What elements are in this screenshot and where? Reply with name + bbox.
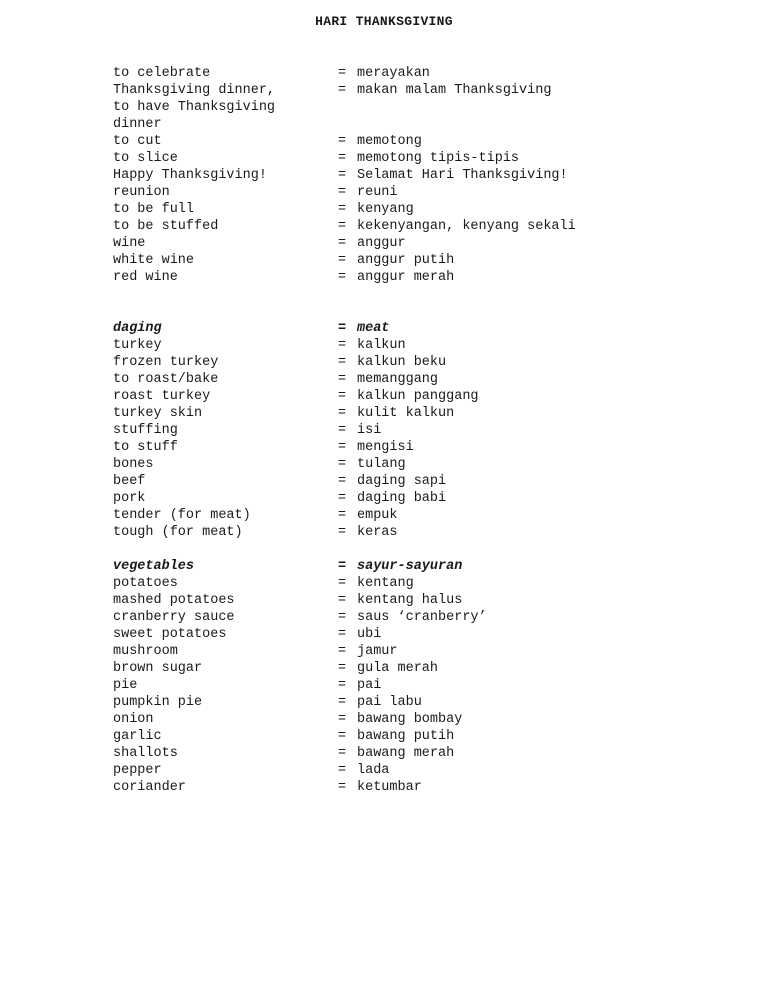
vocab-row <box>113 677 673 694</box>
vocab-term: onion <box>113 712 154 727</box>
vocab-translation: kenyang <box>357 202 414 217</box>
vocab-row <box>113 422 673 439</box>
vocab-row <box>113 694 673 711</box>
equals-sign: = <box>338 610 355 625</box>
vocab-term: to roast/bake <box>113 372 219 387</box>
equals-sign: = <box>338 746 355 761</box>
vocab-term: shallots <box>113 746 178 761</box>
vocab-term: potatoes <box>113 576 178 591</box>
vocab-row <box>113 150 673 167</box>
vocab-term: to stuff <box>113 440 178 455</box>
vocab-term: to celebrate <box>113 66 211 81</box>
equals-sign: = <box>338 355 355 370</box>
vocab-term: turkey skin <box>113 406 203 421</box>
vocab-translation: kulit kalkun <box>357 406 455 421</box>
vocab-row <box>113 184 673 201</box>
vocab-term: coriander <box>113 780 186 795</box>
equals-sign: = <box>338 440 355 455</box>
vocab-term: pepper <box>113 763 162 778</box>
equals-sign: = <box>338 406 355 421</box>
equals-sign: = <box>338 780 355 795</box>
vocab-translation: pai labu <box>357 695 422 710</box>
vocab-term: white wine <box>113 253 195 268</box>
vocab-term: stuffing <box>113 423 178 438</box>
vocab-term: sweet potatoes <box>113 627 227 642</box>
vocab-translation: pai <box>357 678 382 693</box>
vocab-translation: isi <box>357 423 382 438</box>
vocab-translation: saus ‘cranberry’ <box>357 610 487 625</box>
vocab-term: pork <box>113 491 146 506</box>
vocab-row <box>113 405 673 422</box>
section-general <box>113 65 673 286</box>
page-title: HARI THANKSGIVING <box>315 14 453 29</box>
vocab-row <box>113 218 673 235</box>
vocab-row <box>113 201 673 218</box>
vocab-row <box>113 626 673 643</box>
equals-sign: = <box>338 321 355 336</box>
vocab-term: brown sugar <box>113 661 203 676</box>
vocab-term: red wine <box>113 270 178 285</box>
equals-sign: = <box>338 525 355 540</box>
vocab-row <box>113 711 673 728</box>
vocab-row <box>113 473 673 490</box>
heading-term: vegetables <box>113 559 195 574</box>
vocab-row <box>113 575 673 592</box>
vocab-translation: memotong <box>357 134 422 149</box>
equals-sign: = <box>338 661 355 676</box>
vocab-row <box>113 388 673 405</box>
equals-sign: = <box>338 83 355 98</box>
vocab-translation: makan malam Thanksgiving <box>357 83 552 98</box>
vocab-row <box>113 371 673 388</box>
vocab-row <box>113 507 673 524</box>
equals-sign: = <box>338 66 355 81</box>
vocab-translation: daging babi <box>357 491 447 506</box>
vocab-row <box>113 439 673 456</box>
vocab-row <box>113 728 673 745</box>
section-heading-meat <box>113 320 673 337</box>
vocab-translation: kalkun panggang <box>357 389 479 404</box>
vocab-term: dinner <box>113 117 162 132</box>
vocab-row <box>113 745 673 762</box>
vocab-row <box>113 354 673 371</box>
equals-sign: = <box>338 695 355 710</box>
equals-sign: = <box>338 627 355 642</box>
vocab-translation: lada <box>357 763 390 778</box>
vocab-translation: daging sapi <box>357 474 447 489</box>
vocab-row <box>113 609 673 626</box>
equals-sign: = <box>338 423 355 438</box>
vocab-term: to slice <box>113 151 178 166</box>
heading-translation: meat <box>357 321 390 336</box>
equals-sign: = <box>338 576 355 591</box>
equals-sign: = <box>338 559 355 574</box>
vocab-term: turkey <box>113 338 162 353</box>
equals-sign: = <box>338 236 355 251</box>
vocab-row <box>113 65 673 82</box>
equals-sign: = <box>338 729 355 744</box>
vocabulary-list <box>113 65 673 796</box>
equals-sign: = <box>338 185 355 200</box>
equals-sign: = <box>338 491 355 506</box>
vocab-term: reunion <box>113 185 170 200</box>
vocab-term: pie <box>113 678 138 693</box>
vocab-row <box>113 337 673 354</box>
vocab-translation: memotong tipis-tipis <box>357 151 520 166</box>
vocab-term: tough (for meat) <box>113 525 243 540</box>
equals-sign: = <box>338 270 355 285</box>
vocab-row <box>113 116 673 133</box>
section-spacer <box>113 286 673 320</box>
equals-sign: = <box>338 202 355 217</box>
vocab-term: to be full <box>113 202 195 217</box>
equals-sign: = <box>338 763 355 778</box>
vocab-translation: tulang <box>357 457 406 472</box>
vocab-row <box>113 252 673 269</box>
vocab-row <box>113 762 673 779</box>
vocab-row <box>113 167 673 184</box>
vocab-term: bones <box>113 457 154 472</box>
vocab-term: mushroom <box>113 644 178 659</box>
equals-sign: = <box>338 219 355 234</box>
equals-sign: = <box>338 134 355 149</box>
vocab-row <box>113 269 673 286</box>
vocab-term: to cut <box>113 134 162 149</box>
equals-sign: = <box>338 457 355 472</box>
vocab-translation: gula merah <box>357 661 439 676</box>
equals-sign <box>338 116 357 133</box>
vocab-term: tender (for meat) <box>113 508 251 523</box>
equals-sign: = <box>338 253 355 268</box>
equals-sign: = <box>338 712 355 727</box>
vocab-translation: empuk <box>357 508 398 523</box>
section-spacer <box>113 541 673 558</box>
equals-sign: = <box>338 168 355 183</box>
vocab-term: wine <box>113 236 146 251</box>
vocab-term: Happy Thanksgiving! <box>113 168 267 183</box>
vocab-translation: merayakan <box>357 66 430 81</box>
vocab-term: pumpkin pie <box>113 695 203 710</box>
vocab-translation: memanggang <box>357 372 439 387</box>
heading-translation: sayur-sayuran <box>357 559 463 574</box>
equals-sign: = <box>338 151 355 166</box>
vocab-translation: keras <box>357 525 398 540</box>
equals-sign: = <box>338 508 355 523</box>
vocab-translation: kalkun <box>357 338 406 353</box>
vocab-translation: anggur putih <box>357 253 455 268</box>
vocab-translation: mengisi <box>357 440 414 455</box>
vocab-term: garlic <box>113 729 162 744</box>
vocab-translation: anggur <box>357 236 406 251</box>
vocab-translation: reuni <box>357 185 398 200</box>
equals-sign: = <box>338 389 355 404</box>
vocab-row <box>113 133 673 150</box>
vocab-translation: anggur merah <box>357 270 455 285</box>
vocab-row <box>113 592 673 609</box>
vocab-translation: ubi <box>357 627 382 642</box>
vocab-row <box>113 524 673 541</box>
section-heading-vegetables <box>113 558 673 575</box>
vocab-translation: jamur <box>357 644 398 659</box>
vocab-translation: Selamat Hari Thanksgiving! <box>357 168 568 183</box>
vocab-row <box>113 779 673 796</box>
vocab-term: roast turkey <box>113 389 211 404</box>
vocab-row <box>113 99 673 116</box>
vocab-term: to have Thanksgiving <box>113 100 276 115</box>
equals-sign: = <box>338 474 355 489</box>
vocab-row <box>113 643 673 660</box>
equals-sign: = <box>338 678 355 693</box>
vocab-row <box>113 490 673 507</box>
equals-sign: = <box>338 644 355 659</box>
vocab-row <box>113 235 673 252</box>
vocab-term: mashed potatoes <box>113 593 235 608</box>
vocab-translation: kekenyangan, kenyang sekali <box>357 219 576 234</box>
vocab-term: to be stuffed <box>113 219 219 234</box>
vocab-row <box>113 660 673 677</box>
vocab-translation: bawang merah <box>357 746 455 761</box>
vocab-translation: kentang <box>357 576 414 591</box>
vocab-term: cranberry sauce <box>113 610 235 625</box>
section-meat <box>113 337 673 541</box>
equals-sign: = <box>338 338 355 353</box>
vocab-translation: ketumbar <box>357 780 422 795</box>
vocab-translation: kalkun beku <box>357 355 447 370</box>
vocab-term: beef <box>113 474 146 489</box>
vocab-translation: bawang putih <box>357 729 455 744</box>
vocab-term: Thanksgiving dinner, <box>113 83 276 98</box>
equals-sign: = <box>338 593 355 608</box>
vocab-term: frozen turkey <box>113 355 219 370</box>
vocab-translation: kentang halus <box>357 593 463 608</box>
section-vegetables <box>113 575 673 796</box>
vocab-row <box>113 456 673 473</box>
vocab-translation: bawang bombay <box>357 712 463 727</box>
vocab-row <box>113 82 673 99</box>
heading-term: daging <box>113 321 162 336</box>
equals-sign: = <box>338 372 355 387</box>
equals-sign <box>338 99 357 116</box>
